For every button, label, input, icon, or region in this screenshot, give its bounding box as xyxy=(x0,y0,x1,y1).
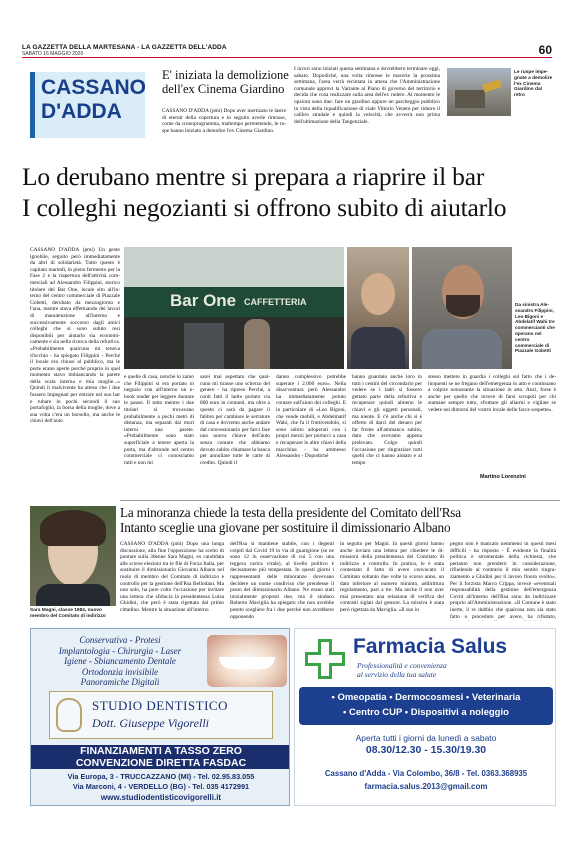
dental-finance-2: CONVENZIONE DIRETTA FASDAC xyxy=(31,757,290,769)
pharmacy-tagline-2: al servizio della tua salute xyxy=(357,670,437,679)
second-col-2-text: dell'Rsa si mantiene stabile, con i degenti colpiti dal Covid 19 in via di guarigione (se ne sono 12 in osservazione di cui 5 con una leggera carica virale), al livello politico è decisamente più tempestata. In questi giorni i rappresentanti delle minoranze dovevano decidere un nome condiviso che prendesse il posto del dimissionario Albano. Ne erano stati inizialmente proposti due, ma il sindaco Roberto Maviglia ha spiegato che non avrebbe potuto scegliere fra i due perché non avrebbero opponendo xyxy=(230,541,334,620)
main-col-4-text: danno complessivo potrebbe superare i 2.000 euro». Nella disavventura però Alessandro ha immediatamente potuto contare sull'aiuto dei colleghi. E in particolare di «Leo Bigoni, che vende mobili, e Abdelmatif Wahi, che fa il fruttivendolo, si sono subito adoperati con i propri mezzi per portarci a casa e recuperare le altre chiavi della macchina - ha ammesso Alessandro - Dopodiché xyxy=(276,374,346,460)
pharmacy-cross-icon xyxy=(305,639,345,679)
magni-photo xyxy=(30,506,116,606)
section-line-2: D'ADDA xyxy=(41,100,122,123)
main-lead-column xyxy=(30,247,120,497)
main-col-2-text: e quelle di casa, nonché lo zaino che Filippini si era portato in negozio con all'interno un e-book reader per leggere durante le pause. Il tutto mentre i due titolari si trovavano probabilmente a pochi metri di distanza, ma separati dai muri interni una parete. «Probabilmente sono stato superficiale a tenere aperta la porta, ma d'altronde nel centro commerciale ci conosciamo tutti e non mi xyxy=(124,374,194,466)
page-number: 60 xyxy=(538,43,552,57)
demolition-caption: Le ruspe impegnate a demolire l'ex Cinema Giardino dal retro xyxy=(514,70,553,99)
pharmacy-name: Farmacia Salus xyxy=(353,635,508,658)
dental-logo-name: Dott. Giuseppe Vigorelli xyxy=(92,716,209,730)
main-col-3-text: sarei mai aspettato che qualcuno mi tirasse uno scherzo del genere - ha ripreso Perché, a conti fatti il ladro portato via 800 euro in contanti, ma oltre a questo ci sarà da pagare il fabbro per cambiare le serrature di casa e dovremo anche andare dal concessionario per farci fare una nuova chiave dell'auto senza contare che abbiamo dovuto subito chiamare la banca per annullare tutte le carte di credito. Quindi il xyxy=(200,374,270,466)
pharmacy-services-2: • Centro CUP • Dispositivi a noleggio xyxy=(343,707,509,718)
main-headline xyxy=(22,163,562,222)
main-photo-caption: Da sinistra Alessandro Filippini, Leo Bigoni e Abdelatif Wahi tre commercianti che operano nel centro commerciale di Piazzale Gobetti xyxy=(515,302,555,354)
section-label xyxy=(30,72,145,138)
dental-finance-1: FINANZIAMENTI A TASSO ZERO xyxy=(31,745,290,757)
main-col-5 xyxy=(352,374,422,496)
dental-logo-title: STUDIO DENTISTICO xyxy=(92,698,228,713)
dental-service: Conservativa - Protesi xyxy=(79,635,161,645)
paper-name: LA GAZZETTA DELLA MARTESANA - LA GAZZETTA DELL'ADDA xyxy=(22,44,227,51)
top-article xyxy=(152,66,442,156)
top-title-2: dell'ex Cinema Giardino xyxy=(162,82,285,96)
dental-address-1: Via Europa, 3 - TRUCCAZZANO (MI) - Tel. 02.95.83.055 xyxy=(67,772,255,781)
dental-services xyxy=(35,635,205,688)
bar-photo xyxy=(124,247,344,369)
top-title-1: E' iniziata la demolizione xyxy=(162,68,289,82)
main-lead-text: CASSANO D'ADDA (pmi) Un gesto ignobile, seguito però immediatamente da altri di solidarietà. Tutto questo è capitato martedì, in pieno fermento per la Fase 2 e la riapertura dell'attività commerciali ad Alessandro Filippini, storico titolare del Bar One, locale sito all'interno del centro commerciale di Piazzale Gobetti, derubato da mezzogiorno e l'una, mentre stava effettuando dei lavori di manutenzione all'interno e successivamente soccorso dagli amici colleghi che si sono subito resi disponibili per aiutarlo sia economicamente e sia nella ricerca della refurtiva. «Probabilmente qualcuno mi teneva d'occhio - ha spiegato Filippini - Perché il locale era chiuso al pubblico, ma le porte erano aperte perché proprio in quel momento stavo imbiancando la parete della scala interna e mia moglie...» Quindi il malvivente ha atteso che i due fossero impegnati per entrare nel suo bar e rubare in pochi secondi il suo portafoglio, la borsa della moglie, dove a sua volta c'era un borsello, ma anche le chiavi dell'auto xyxy=(30,247,120,425)
second-headline-2: Intanto sceglie una giovane per sostituire il dimissionario Albano xyxy=(120,520,451,535)
pharmacy-hours-1: Aperta tutti i giorni da lunedì a sabato xyxy=(355,733,497,743)
second-col-1 xyxy=(120,541,224,621)
pharmacy-address: Cassano d'Adda - Via Colombo, 36/8 - Tel. 0363.368935 xyxy=(324,769,528,778)
second-headline xyxy=(120,500,560,535)
top-col-1-text: CASSANO D'ADDA (pmi) Dopo aver inertizato le lastre di eternit della copertura e in seguito averle rimosse, come da cronoprogramma, maltempo permettendo, le ruspe hanno iniziato a demolire l'ex Cinema Giardino. xyxy=(162,108,286,134)
main-col-3 xyxy=(200,374,270,496)
pharmacy-ad[interactable] xyxy=(294,628,556,806)
top-col-1 xyxy=(162,108,286,134)
top-col-2 xyxy=(294,66,440,125)
pharmacy-services-1: • Omeopatia • Dermocosmesi • Veterinaria xyxy=(331,692,521,703)
main-headline-2: I colleghi negozianti si offrono subito di aiutarlo xyxy=(22,193,507,222)
second-col-1-text: CASSANO D'ADDA (pmi) Dopo una lunga discussione, alla fine l'opposizione ha scelto di puntare sulla 36enne Sara Magni, ex candidata alle scorse elezioni tra le file di Forza Italia, per sostituire il dimissionario Giovanni Albano nel ruolo di membro del Comitato di indirizzo e controllo per la gestione dell'Rsa Bellodani. Ma non solo, ha pure colto l'occasione per invitare una lettera che sfiducia la presidentessa Luisa Ghidini, che però è stata rigettata dal primo cittadino. Mentre la situazione all'interno xyxy=(120,541,224,613)
second-col-2 xyxy=(230,541,334,621)
bar-sign-2: CAFFETTERIA xyxy=(244,297,307,307)
dental-service: Igiene - Sbiancamento Dentale xyxy=(64,656,176,666)
magni-caption: Sara Magni, classe 1984, nuovo membro del Comitato di indirizzo xyxy=(30,608,106,619)
main-col-5-text: hanno guardato anche loro in tutti i cestini del circondario per vedere se i ladri si fossero gettato parte della refurtiva e recuperare quindi almeno le chiavi e gli oggetti personali, ma niente. E c'è anche chi si è offerto di darci del denaro per far fronte all'ammanco subito, dato che avevamo appena prelevato. Colgo quindi l'occasione per ringraziare tutti quelli che ci hanno aiutato e al tempo xyxy=(352,374,422,466)
dental-address-2: Via Marconi, 4 - VERDELLO (BG) - Tel. 035 4172991 xyxy=(72,782,250,791)
second-col-3 xyxy=(340,541,444,621)
dental-website[interactable]: www.studiodentisticovigorelli.it xyxy=(100,793,222,802)
dental-ad[interactable] xyxy=(30,628,290,806)
bar-sign: Bar One xyxy=(170,291,237,310)
portrait-wahi xyxy=(412,247,512,369)
main-col-4 xyxy=(276,374,346,496)
pharmacy-hours-2: 08.30/12.30 - 15.30/19.30 xyxy=(365,744,487,756)
portrait-bigoni xyxy=(347,247,409,369)
tooth-logo-icon xyxy=(56,698,82,732)
tooth-smile-image xyxy=(207,635,287,687)
issue-date: SABATO 16 MAGGIO 2020 xyxy=(22,51,84,57)
section-line-1: CASSANO xyxy=(41,76,147,99)
main-author: Martino Lorenzini xyxy=(480,474,526,480)
second-col-3-text: in seguito per Magni. In questi giorni hanno anche inviato una lettera per chiedere le dimissioni della presidentessa del Comitato di indirizzo e controllo. In pratica, le è stata contestato il fatto di avere convocato il Comitato soltanto due volte lo scorso anno, un dato inferiore al numero minimo, addirittura regolamento, pari a tre. Ma anche il non aver mai presentato una relazione di verifica dei contratti siglati dal gestore. La missiva è stata però rigettata da Maviglia. «Il suo in xyxy=(340,541,444,613)
pharmacy-tagline-1: Professionalità e convenienza xyxy=(357,661,447,670)
main-col-6 xyxy=(428,374,556,474)
dental-service: Ortodonzia invisibile xyxy=(81,666,159,677)
top-col-2-text: I lavori sono iniziati questa settimana e dovrebbero terminare oggi, sabato. Dopodiché, una volta rimosse le macerie la prossima settimana, l'area verrà recintata in attesa che l'Amministrazione comunale approvi la Variante al Piano di governo del territorio e decida che cosa realizzare sulla area dell'ex rudere. Al momento le opzioni sono due: fare un giardino oppure un parcheggio pubblico in vista della riqualificazione di viale Vittorio Veneto per ridurre il calibro stradale e quindi la velocità, che avverrà non prima dell'ultimazione della Tangenziale. xyxy=(294,66,440,125)
second-headline-1: La minoranza chiede la testa della presidente del Comitato dell'Rsa xyxy=(120,505,461,520)
dental-logo xyxy=(49,691,273,739)
second-col-4 xyxy=(450,541,556,621)
pharmacy-services xyxy=(299,687,553,725)
second-col-4-text: pegno non è mancato nemmeno in questi mesi difficili - ha risposto - È evidente la finalità politica e strumentale della richiesta, che pertanto non prenderò in considerazione, rifiudendo al contrario il mio sentito ringraziamento a Ghidini per il lavoro finora svolto». Per il forzista Marco Crippa, invece «eventuali responsabilità della gestione dell'emergenza Covid all'interno dell'Rsa sono da indirizzare proprio all'Amministrazione. «Il Comune è stato inerte, il re dubbio che qualcosa non sia stato fatto o proceduto per avere, ha rifiutato, xyxy=(450,541,556,620)
dental-service: Panoramiche Digitali xyxy=(80,677,160,687)
main-headline-1: Lo derubano mentre si prepara a riaprire il bar xyxy=(22,162,485,191)
demolition-photo xyxy=(447,68,511,116)
dental-service: Implantologia - Chirurgia - Laser xyxy=(58,645,182,656)
pharmacy-email[interactable]: farmacia.salus.2013@gmail.com xyxy=(364,782,488,791)
main-col-2 xyxy=(124,374,194,496)
main-col-6-text: stesso mettere in guardia i colleghi sul fatto che i delinquenti se ne fregano dell'emergenza in atto e continuano a colpire nonostante la situazione in atto. Anzi, forse è anche per quello che invece di farsi scrupoli per chi stamane sempre tutto, sfruttare gli allarmi e vigilate se vedete nei dintorni del vostro locale delle facce sospette». xyxy=(428,374,556,413)
masthead xyxy=(22,44,552,58)
